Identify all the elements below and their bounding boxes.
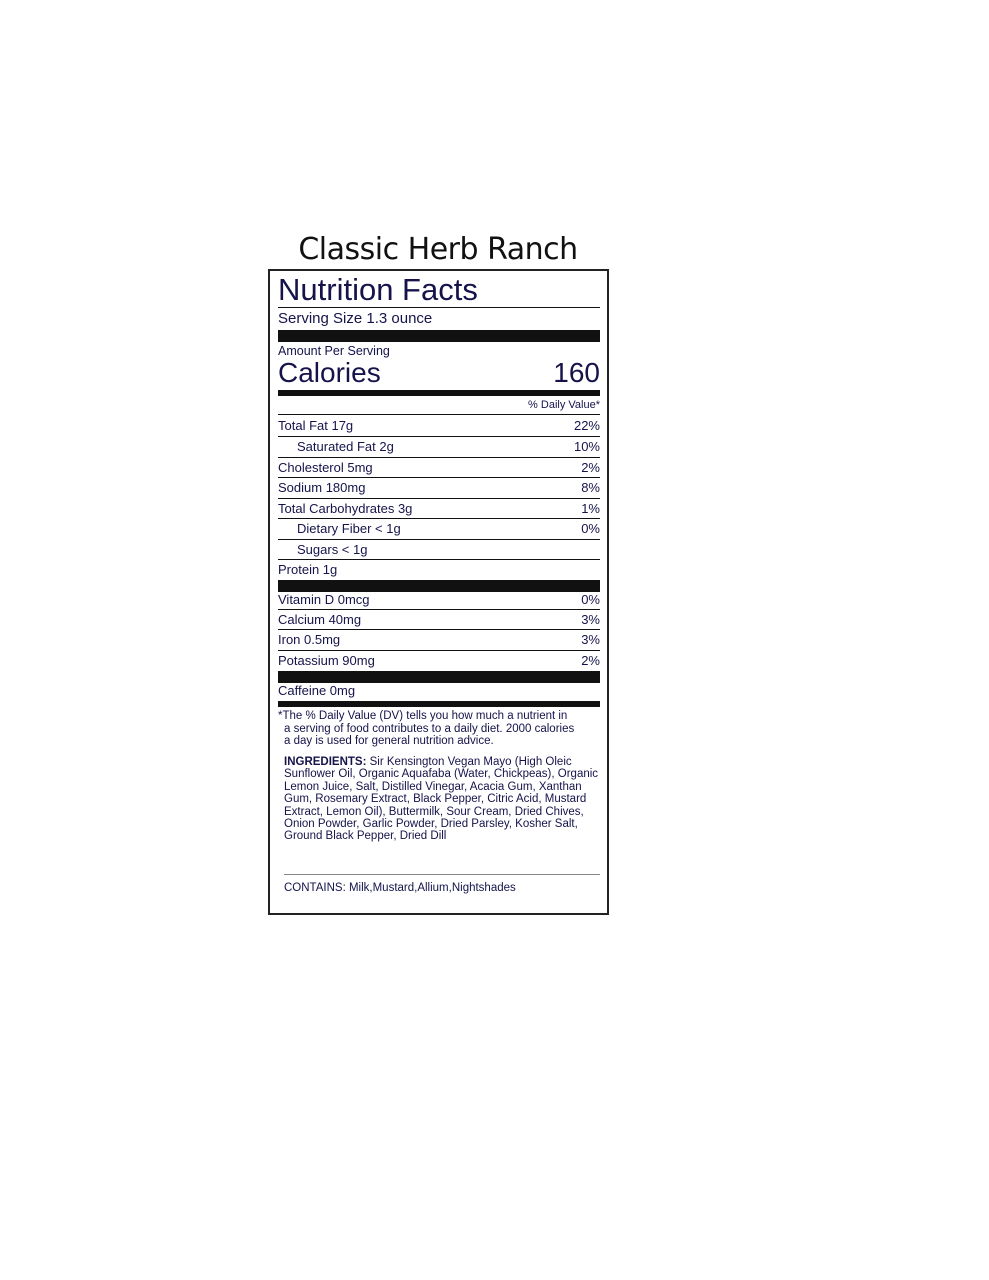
nutrient-percent: 10% xyxy=(573,439,600,454)
nutrient-name: Saturated Fat 2g xyxy=(297,439,394,454)
vitamin-percent: 0% xyxy=(581,592,600,607)
nutrient-name: Total Carbohydrates 3g xyxy=(278,501,413,516)
caffeine-name: Caffeine 0mg xyxy=(278,683,356,698)
daily-value-header: % Daily Value* xyxy=(528,399,600,411)
nutrient-percent: 1% xyxy=(581,501,600,516)
nutrient-name: Sodium 180mg xyxy=(278,480,366,495)
nutrient-name: Dietary Fiber < 1g xyxy=(297,521,401,536)
nutrient-row xyxy=(278,416,600,436)
vitamin-percent: 3% xyxy=(581,612,600,627)
nutrient-row xyxy=(278,437,600,457)
product-title: Classic Herb Ranch xyxy=(298,232,578,267)
nutrient-percent: 22% xyxy=(573,418,600,433)
vitamin-row xyxy=(278,590,600,610)
amount-per-serving: Amount Per Serving xyxy=(278,344,390,358)
nutrition-facts-heading: Nutrition Facts xyxy=(278,272,478,307)
divider xyxy=(278,414,600,415)
nutrient-row xyxy=(278,499,600,519)
calories-value: 160 xyxy=(553,357,600,388)
vitamin-name: Iron 0.5mg xyxy=(278,632,341,647)
nutrient-name: Protein 1g xyxy=(278,562,338,577)
nutrient-row xyxy=(278,560,600,580)
vitamin-name: Vitamin D 0mcg xyxy=(278,592,370,607)
nutrient-row xyxy=(278,540,600,560)
nutrient-row xyxy=(278,519,600,539)
footnote-line: a serving of food contributes to a daily diet. 2000 calories xyxy=(284,722,575,735)
divider xyxy=(278,307,600,308)
nutrient-percent: 2% xyxy=(581,460,600,475)
medium-divider xyxy=(278,701,600,707)
nutrient-name: Sugars < 1g xyxy=(297,542,368,557)
calories-label: Calories xyxy=(278,357,381,388)
nutrient-percent: 0% xyxy=(581,521,600,536)
vitamin-name: Calcium 40mg xyxy=(278,612,362,627)
ingredients xyxy=(284,756,600,843)
vitamin-row xyxy=(278,630,600,650)
nutrient-row xyxy=(278,458,600,478)
footnote-line: a day is used for general nutrition advice. xyxy=(284,735,494,747)
vitamin-name: Potassium 90mg xyxy=(278,653,375,668)
medium-divider xyxy=(278,390,600,396)
ingredients-label: INGREDIENTS: xyxy=(284,756,370,768)
nutrient-name: Cholesterol 5mg xyxy=(278,460,373,475)
nutrient-percent: 8% xyxy=(581,480,600,495)
nutrition-label xyxy=(268,269,609,915)
divider xyxy=(284,874,600,875)
ingredients-text: Sir Kensington Vegan Mayo (High Oleic Sunflower Oil, Organic Aquafaba (Water, Chickpeas), Organic Lemon Juice, Salt, Distilled Vinegar, Acacia Gum, Xanthan Gum, Rosemary Extract, Black Pepper, Citric Acid, Mustard Extract, Lemon Oil), Buttermilk, Sour Cream, Dried Chives, Onion Powder, Garlic Powder, Dried Parsley, Kosher Salt, Ground Black Pepper, Dried Dill xyxy=(284,756,599,843)
nutrient-row xyxy=(278,478,600,498)
thick-divider xyxy=(278,330,600,342)
vitamin-row xyxy=(278,610,600,630)
vitamin-percent: 2% xyxy=(581,653,600,668)
vitamin-row xyxy=(278,651,600,671)
nutrient-name: Total Fat 17g xyxy=(278,418,354,433)
caffeine-row xyxy=(278,681,600,701)
serving-size: Serving Size 1.3 ounce xyxy=(278,310,433,327)
allergen-contains: CONTAINS: Milk,Mustard,Allium,Nightshades xyxy=(284,882,516,894)
vitamin-percent: 3% xyxy=(581,632,600,647)
footnote-line: *The % Daily Value (DV) tells you how much a nutrient in xyxy=(278,710,568,722)
daily-value-footnote xyxy=(278,710,600,748)
